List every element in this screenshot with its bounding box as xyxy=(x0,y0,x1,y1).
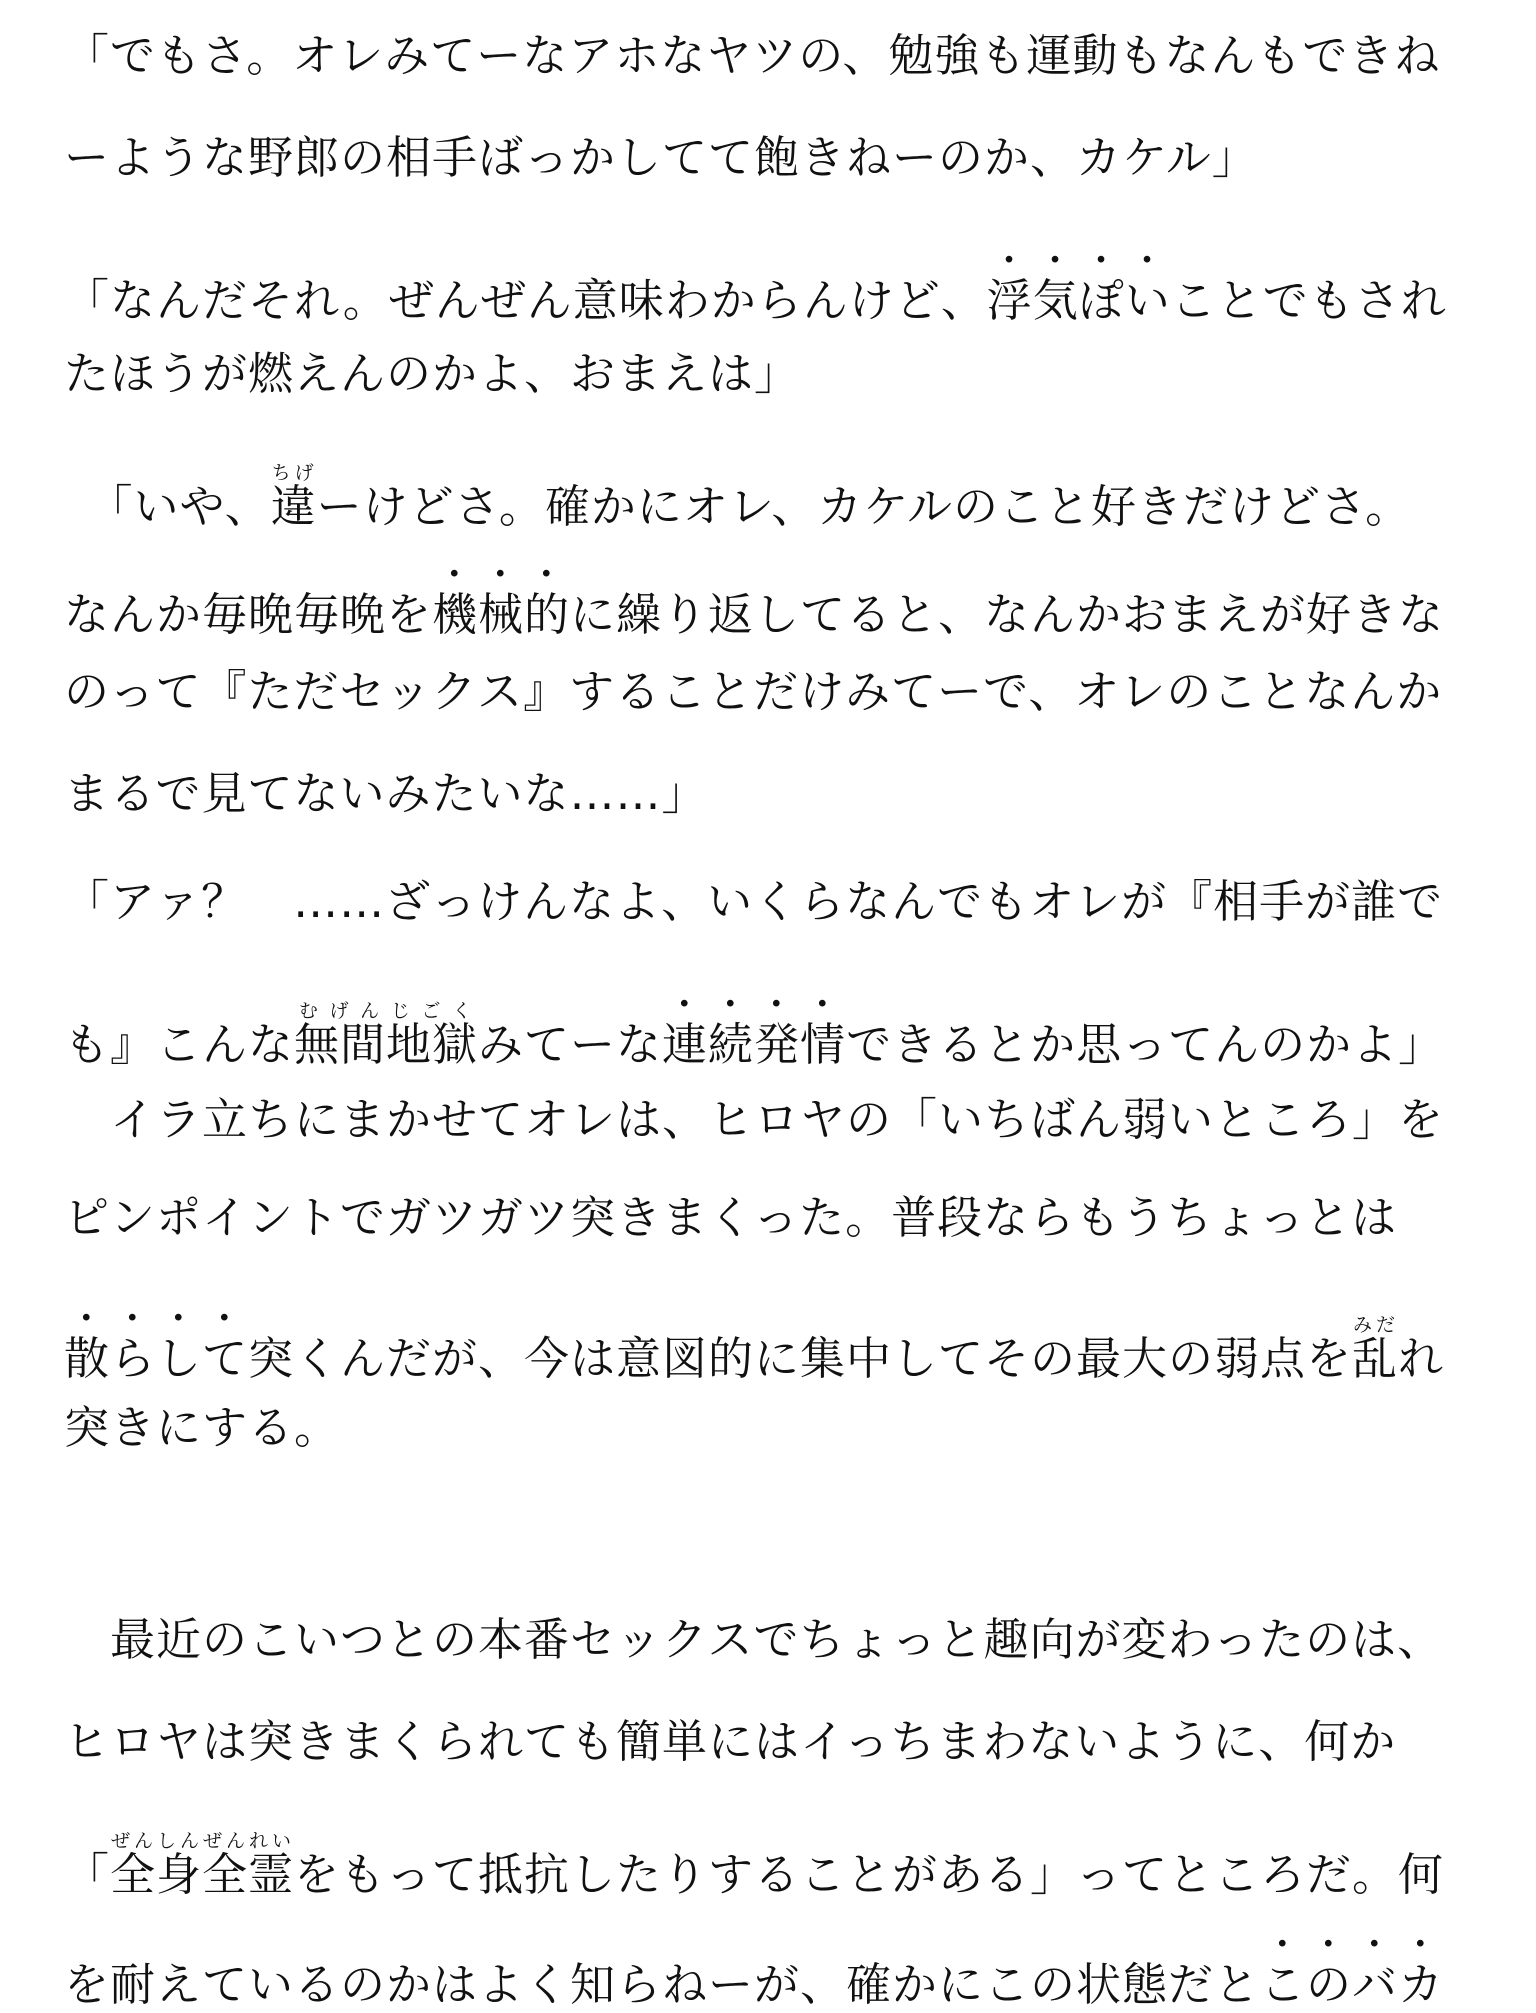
text-line: も』こんな無間地獄むげんじごくみてーな連続発情できるとか思ってんのかよ」 xyxy=(64,1000,1445,1071)
text-line: 「なんだそれ。ぜんぜん意味わからんけど、浮気ぽいことでもされ xyxy=(64,274,1447,327)
text-line: 最近のこいつとの本番セックスでちょっと趣向が変わったのは、 xyxy=(64,1613,1444,1666)
emphasis-dots: 散らして xyxy=(64,1332,249,1385)
emphasis-dots: 連続発情 xyxy=(662,1018,847,1071)
text-line: 「でもさ。オレみてーなアホなヤツの、勉強も運動もなんもできね xyxy=(64,29,1441,82)
text-line: を耐えているのかはよく知らねーが、確かにこの状態だとこのバカ xyxy=(64,1958,1445,2011)
emphasis-dots: 機械的 xyxy=(432,588,571,641)
text-line: イラ立ちにまかせてオレは、ヒロヤの「いちばん弱いところ」を xyxy=(64,1093,1445,1146)
text-line: 散らして突くんだが、今は意図的に集中してその最大の弱点を乱みだれ xyxy=(64,1314,1445,1385)
text-line: 突きにする。 xyxy=(64,1401,341,1454)
text-line: まるで見てないみたいな……」 xyxy=(64,767,708,820)
text-line: 「いや、違ちげーけどさ。確かにオレ、カケルのこと好きだけどさ。 xyxy=(64,462,1412,533)
text-line: なんか毎晩毎晩を機械的に繰り返してると、なんかおまえが好きな xyxy=(64,588,1445,641)
emphasis-dots: 浮気ぽい xyxy=(986,274,1171,327)
text-line: ヒロヤは突きまくられても簡単にはイっちまわないように、何か xyxy=(64,1715,1397,1768)
ruby-annotation: 無間地獄むげんじごく xyxy=(294,1000,479,1071)
text-line: 「アァ？ ……ざっけんなよ、いくらなんでもオレが『相手が誰で xyxy=(64,875,1444,928)
text-line: ーような野郎の相手ばっかしてて飽きねーのか、カケル」 xyxy=(64,131,1258,184)
text-line: のって『ただセックス』することだけみてーで、オレのことなんか xyxy=(64,665,1443,718)
ruby-annotation: 乱みだ xyxy=(1352,1314,1399,1385)
text-line: ピンポイントでガツガツ突きまくった。普段ならもうちょっとは xyxy=(64,1191,1398,1244)
ruby-annotation: 違ちげ xyxy=(270,462,317,533)
text-line: たほうが燃えんのかよ、おまえは」 xyxy=(64,347,801,400)
emphasis-dots: このバカ xyxy=(1260,1958,1445,2011)
text-line: 「全身全霊ぜんしんぜんれいをもって抵抗したりすることがある」ってところだ。何 xyxy=(64,1830,1445,1901)
ruby-annotation: 全身全霊ぜんしんぜんれい xyxy=(110,1830,295,1901)
